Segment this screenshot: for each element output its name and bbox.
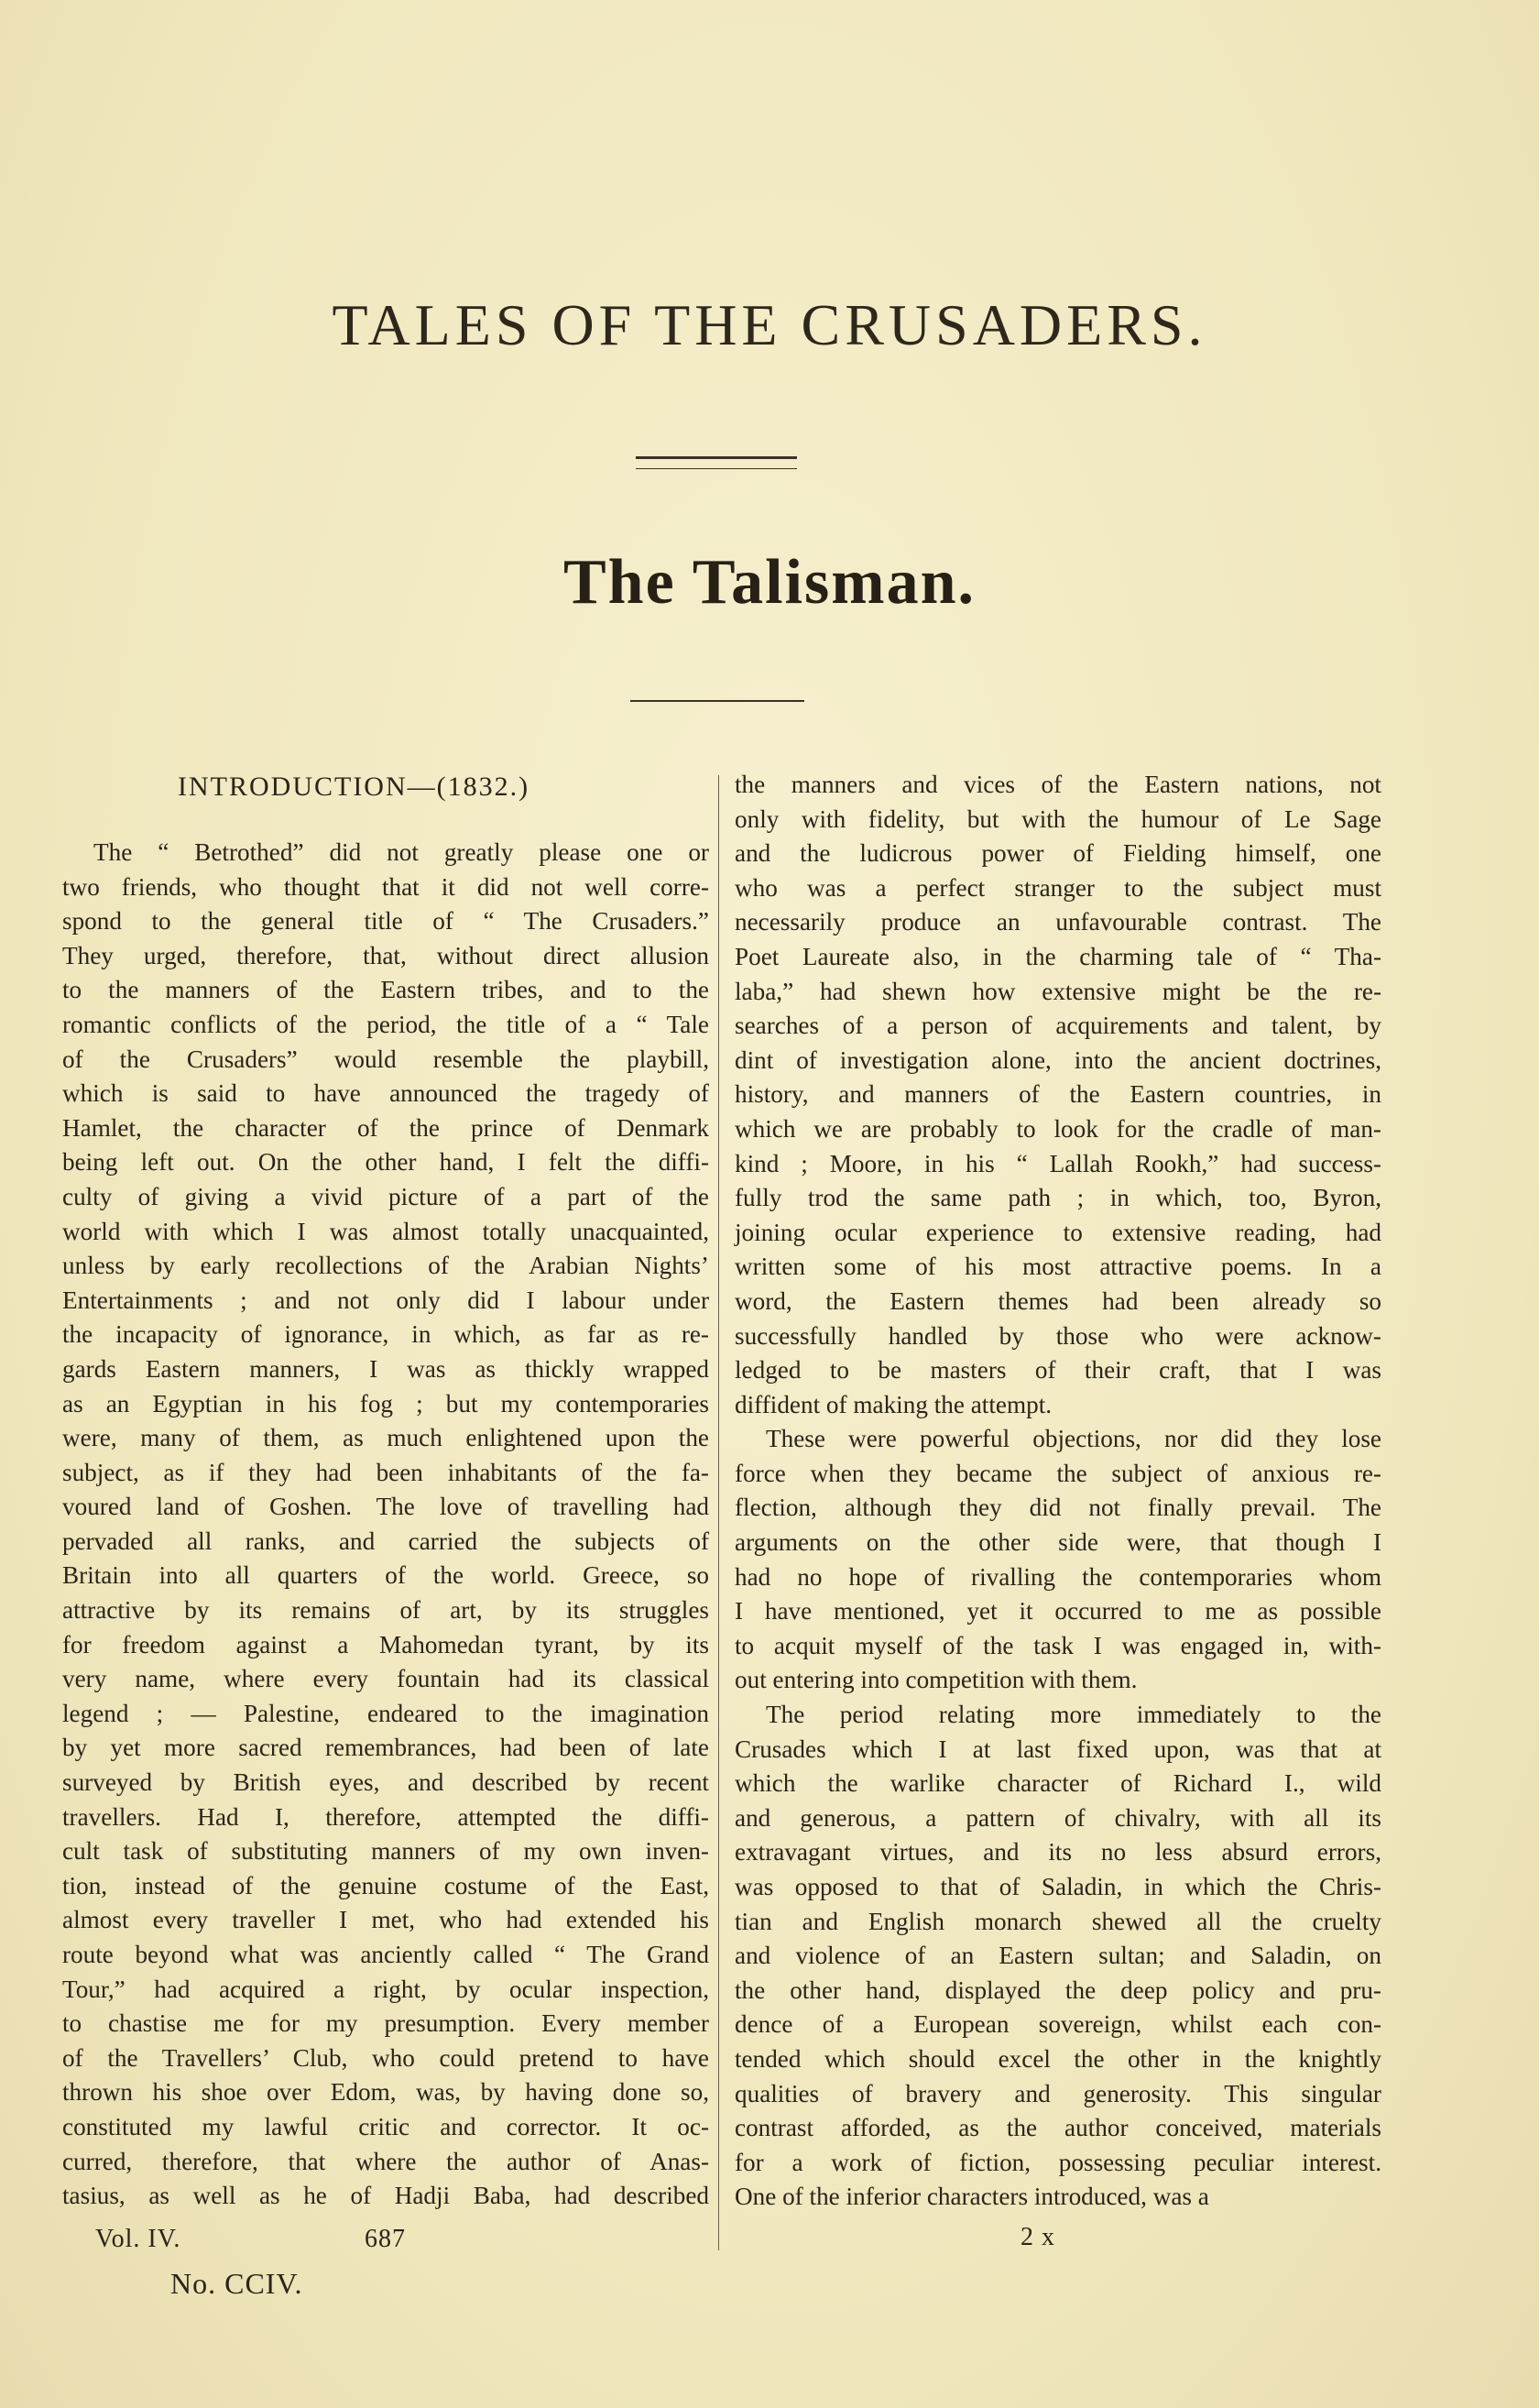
text-line: very name, where every fountain had its classical (62, 1665, 709, 1693)
text-line: The period relating more immediately to the (766, 1701, 1381, 1729)
text-line: the other hand, displayed the deep policy and pru- (735, 1976, 1381, 2004)
text-line: Entertainments ; and not only did I labour under (62, 1286, 709, 1314)
title-double-rule (636, 456, 797, 469)
text-line: word, the Eastern themes had been already so (735, 1286, 1381, 1315)
text-line: romantic conflicts of the period, the title of a “ Tale (62, 1010, 709, 1038)
text-line: the incapacity of ignorance, in which, as far as re- (62, 1320, 709, 1349)
text-line: only with fidelity, but with the humour of Le Sage (735, 804, 1381, 833)
text-line: to acquit myself of the task I was engaged in, with- (735, 1631, 1381, 1659)
text-line: culty of giving a vivid picture of a part of the (62, 1182, 709, 1210)
text-line: Poet Laureate also, in the charming tale of “ Tha- (735, 942, 1381, 970)
text-line: dint of investigation alone, into the ancient doctrines, (735, 1045, 1381, 1074)
text-line: who was a perfect stranger to the subject must (735, 873, 1381, 902)
text-line: were, many of them, as much enlightened upon the (62, 1424, 709, 1452)
text-line: two friends, who thought that it did not well corre- (62, 872, 709, 901)
left-text-column (62, 836, 709, 2214)
text-line: spond to the general title of “ The Crusaders.” (62, 907, 709, 936)
text-line: arguments on the other side were, that though I (735, 1528, 1381, 1557)
text-line: gards Eastern manners, I was as thickly wrapped (62, 1354, 709, 1383)
text-line: route beyond what was anciently called “ The Grand (62, 1941, 709, 1968)
page-number: 687 (365, 2225, 406, 2253)
text-line: I have mentioned, yet it occurred to me as possible (735, 1597, 1381, 1625)
text-line: cult task of substituting manners of my own inven- (62, 1837, 709, 1866)
text-line: tended which should excel the other in the knightly (735, 2044, 1381, 2073)
text-line: tion, instead of the genuine costume of the East, (62, 1871, 709, 1899)
text-line: almost every traveller I met, who had extended his (62, 1906, 709, 1934)
right-text-column (735, 768, 1381, 2215)
text-line: diffident of making the attempt. (735, 1390, 1053, 1418)
text-line: world with which I was almost totally unacquainted, (62, 1217, 709, 1245)
text-line: legend ; — Palestine, endeared to the imagination (62, 1699, 709, 1727)
signature-mark: 2 x (1021, 2223, 1055, 2251)
text-line: surveyed by British eyes, and described by recent (62, 1768, 709, 1797)
text-line: and generous, a pattern of chivalry, with all its (735, 1803, 1381, 1832)
text-line: successfully handled by those who were acknow- (735, 1321, 1381, 1350)
text-line: constituted my lawful critic and corrector. It oc- (62, 2112, 709, 2140)
text-line: history, and manners of the Eastern countries, in (735, 1080, 1381, 1109)
text-line: fully trod the same path ; in which, too, Byron, (735, 1184, 1381, 1212)
text-line: written some of his most attractive poems. In a (735, 1253, 1381, 1281)
text-line: was opposed to that of Saladin, in which the Chris- (735, 1873, 1381, 1900)
text-line: curred, therefore, that where the author of Anas- (62, 2147, 709, 2175)
text-line: attractive by its remains of art, by its struggles (62, 1596, 709, 1625)
text-line: as an Egyptian in his fog ; but my contemporaries (62, 1389, 709, 1417)
text-line: voured land of Goshen. The love of travelling had (62, 1493, 709, 1521)
text-line: Britain into all quarters of the world. Greece, so (62, 1561, 709, 1590)
introduction-heading: INTRODUCTION—(1832.) (178, 772, 530, 802)
text-line: of the Travellers’ Club, who could pretend to have (62, 2043, 709, 2072)
text-line: had no hope of rivalling the contemporaries whom (735, 1562, 1381, 1591)
text-line: thrown his shoe over Edom, was, by having done so, (62, 2078, 709, 2107)
text-line: force when they became the subject of anxious re- (735, 1459, 1381, 1487)
text-line: by yet more sacred remembrances, had been of late (62, 1734, 709, 1762)
text-line: for a work of fiction, possessing peculiar interest. (735, 2148, 1381, 2176)
text-line: joining ocular experience to extensive reading, had (735, 1218, 1381, 1246)
text-line: contrast afforded, as the author conceived, materials (735, 2114, 1381, 2142)
text-line: The “ Betrothed” did not greatly please one or (93, 838, 709, 866)
book-subtitle: The Talisman. (562, 547, 977, 618)
text-line: kind ; Moore, in his “ Lallah Rookh,” had success- (735, 1149, 1381, 1177)
text-line: Hamlet, the character of the prince of Denmark (62, 1113, 709, 1142)
text-line: They urged, therefore, that, without direct allusion (62, 941, 709, 969)
text-line: being left out. On the other hand, I felt the diffi- (62, 1148, 709, 1177)
text-line: for freedom against a Mahomedan tyrant, by its (62, 1630, 709, 1658)
text-line: the manners and vices of the Eastern nations, not (735, 771, 1381, 798)
text-line: which the warlike character of Richard I., wild (735, 1769, 1381, 1798)
subtitle-rule (630, 700, 804, 702)
volume-label: Vol. IV. (95, 2225, 181, 2253)
text-line: unless by early recollections of the Arabian Nights’ (62, 1252, 709, 1280)
text-line: and the ludicrous power of Fielding himself, one (735, 839, 1381, 868)
text-line: One of the inferior characters introduced, was a (735, 2183, 1209, 2211)
column-divider (718, 775, 719, 2250)
text-line: searches of a person of acquirements and talent, by (735, 1012, 1381, 1040)
text-line: Tour,” had acquired a right, by ocular inspection, (62, 1975, 709, 2003)
text-line: to the manners of the Eastern tribes, and to the (62, 976, 709, 1004)
text-line: extravagant virtues, and its no less absurd errors, (735, 1838, 1381, 1866)
text-line: flection, although they did not finally prevail. The (735, 1494, 1381, 1522)
text-line: to chastise me for my presumption. Every member (62, 2009, 709, 2038)
text-line: These were powerful objections, nor did they lose (766, 1425, 1381, 1453)
text-line: dence of a European sovereign, whilst each con- (735, 2010, 1381, 2039)
text-line: laba,” had shewn how extensive might be the re- (735, 977, 1381, 1005)
text-line: ledged to be masters of their craft, that I was (735, 1356, 1381, 1385)
text-line: tian and English monarch shewed all the cruelty (735, 1907, 1381, 1935)
text-line: and violence of an Eastern sultan; and Saladin, on (735, 1942, 1381, 1970)
text-line: tasius, as well as he of Hadji Baba, had described (62, 2182, 709, 2210)
text-line: qualities of bravery and generosity. This singular (735, 2079, 1381, 2107)
text-line: which we are probably to look for the cradle of man- (735, 1114, 1381, 1143)
text-line: out entering into competition with them. (735, 1666, 1138, 1694)
text-line: subject, as if they had been inhabitants of the fa- (62, 1458, 709, 1486)
issue-number: No. CCIV. (170, 2267, 303, 2300)
text-line: which is said to have announced the tragedy of (62, 1079, 709, 1108)
text-line: of the Crusaders” would resemble the playbill, (62, 1045, 709, 1073)
text-line: Crusades which I at last fixed upon, was that at (735, 1735, 1381, 1763)
page-title: TALES OF THE CRUSADERS. (332, 292, 1207, 357)
text-line: necessarily produce an unfavourable contrast. The (735, 908, 1381, 936)
text-line: pervaded all ranks, and carried the subjects of (62, 1527, 709, 1555)
text-line: travellers. Had I, therefore, attempted the diffi- (62, 1802, 709, 1831)
